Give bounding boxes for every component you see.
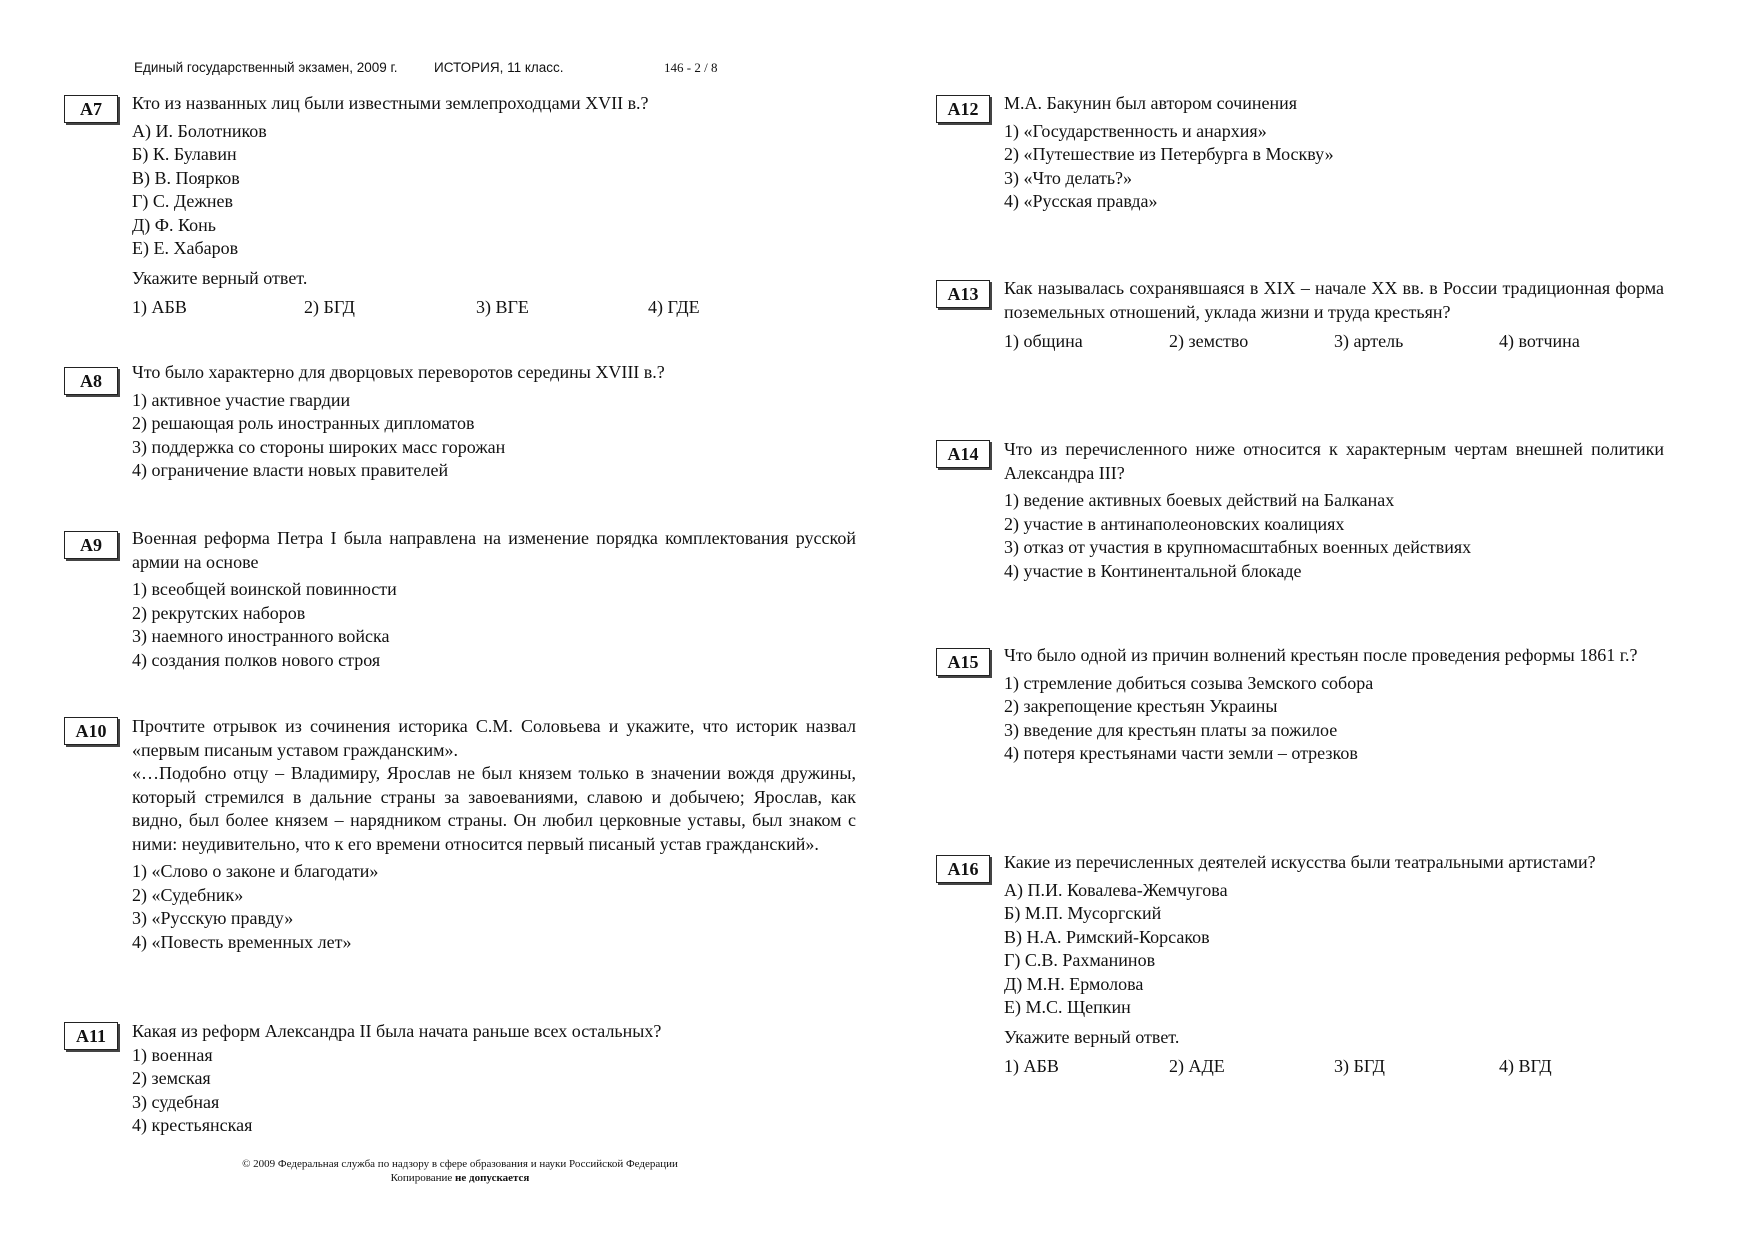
page-number: 146 - 2 / 8 xyxy=(664,60,718,75)
question-text: Что из перечисленного ниже относится к характерным чертам внешней политики Александра III? xyxy=(1004,439,1664,483)
question-text: Какая из реформ Александра II была начата раньше всех остальных? xyxy=(132,1021,662,1041)
question-text: М.А. Бакунин был автором сочинения xyxy=(1004,93,1298,113)
option: 1) военная xyxy=(132,1044,213,1065)
option: 2) закрепощение крестьян Украины xyxy=(1004,696,1278,716)
option: 3) отказ от участия в крупномасштабных военных действиях xyxy=(1004,537,1472,557)
subject-title: ИСТОРИЯ, 11 класс. xyxy=(434,60,564,75)
page-footer xyxy=(160,1157,760,1185)
option: 2) решающая роль иностранных дипломатов xyxy=(132,413,475,433)
answer-choice: 3) ВГЕ xyxy=(476,297,529,317)
option: 4) «Русская правда» xyxy=(1004,191,1158,211)
option: 4) «Повесть временных лет» xyxy=(132,931,352,952)
option: 2) участие в антинаполеоновских коалициях xyxy=(1004,513,1345,534)
option: Б) М.П. Мусоргский xyxy=(1004,903,1162,923)
answer-choice: 1) АБВ xyxy=(132,297,187,317)
answer-choice: 2) БГД xyxy=(304,297,355,317)
page-header xyxy=(134,60,717,76)
option: 3) «Русскую правду» xyxy=(132,908,294,928)
question-text: Какие из перечисленных деятелей искусства были театральными артистами? xyxy=(1004,852,1596,872)
question-text: Кто из названных лиц были известными землепроходцами XVII в.? xyxy=(132,93,649,113)
option-list xyxy=(132,860,856,954)
option: А) П.И. Ковалева-Жемчугова xyxy=(1004,879,1228,900)
option: 4) ограничение власти новых правителей xyxy=(132,460,449,480)
copy-notice xyxy=(160,1171,760,1185)
question-text: Что было одной из причин волнений крестьян после проведения реформы 1861 г.? xyxy=(1004,645,1638,665)
option: 2) земская xyxy=(132,1068,211,1088)
answer-choice: 2) АДЕ xyxy=(1169,1056,1225,1076)
exam-title: Единый государственный экзамен, 2009 г. xyxy=(134,60,398,75)
answer-choice: 3) БГД xyxy=(1334,1056,1385,1076)
option: 1) всеобщей воинской повинности xyxy=(132,579,397,599)
option-list xyxy=(1004,672,1664,766)
answer-choice: 4) ГДЕ xyxy=(648,297,700,317)
option-list xyxy=(132,578,856,672)
option: 4) потеря крестьянами части земли – отрезков xyxy=(1004,743,1358,763)
copy-notice-bold: не допускается xyxy=(455,1172,530,1184)
option: 1) ведение активных боевых действий на Балканах xyxy=(1004,490,1395,510)
instruction: Укажите верный ответ. xyxy=(1004,1026,1180,1047)
option: 1) активное участие гвардии xyxy=(132,389,351,410)
option: 3) «Что делать?» xyxy=(1004,167,1133,188)
question-number: A16 xyxy=(936,855,990,883)
option: 2) «Путешествие из Петербурга в Москву» xyxy=(1004,144,1334,164)
option: Д) Ф. Конь xyxy=(132,214,216,235)
answer-choice: 2) земство xyxy=(1169,331,1249,351)
question-number: A8 xyxy=(64,367,118,395)
option-list xyxy=(132,389,856,483)
copyright-line: © 2009 Федеральная служба по надзору в сфере образования и науки Российской Федерации xyxy=(242,1158,678,1170)
option: 1) «Слово о законе и благодати» xyxy=(132,861,379,881)
option: 3) введение для крестьян платы за пожилое xyxy=(1004,719,1338,740)
answer-choice: 1) община xyxy=(1004,331,1083,351)
option: Б) К. Булавин xyxy=(132,144,237,164)
question-text: Прочтите отрывок из сочинения историка С.М. Соловьева и укажите, что историк назвал «первым писаным уставом гражданским». xyxy=(132,716,856,760)
option: 2) «Судебник» xyxy=(132,884,244,905)
answer-choice: 4) вотчина xyxy=(1499,331,1580,351)
option: 3) судебная xyxy=(132,1091,220,1112)
option-list xyxy=(1004,879,1664,1020)
option: 4) участие в Континентальной блокаде xyxy=(1004,560,1302,581)
option-list xyxy=(1004,489,1664,583)
answer-choice: 3) артель xyxy=(1334,331,1404,351)
question-number: A12 xyxy=(936,95,990,123)
question-text: Военная реформа Петра I была направлена на изменение порядка комплектования русской армии на основе xyxy=(132,528,856,572)
option: 1) «Государственность и анархия» xyxy=(1004,120,1267,141)
option: Д) М.Н. Ермолова xyxy=(1004,973,1144,994)
option-list xyxy=(132,1044,856,1138)
option: Г) С. Дежнев xyxy=(132,191,233,211)
option: В) Н.А. Римский-Корсаков xyxy=(1004,926,1210,947)
answer-choices xyxy=(1004,330,1664,354)
question-number: A13 xyxy=(936,280,990,308)
instruction: Укажите верный ответ. xyxy=(132,267,308,288)
option: А) И. Болотников xyxy=(132,120,267,141)
option: Е) М.С. Щепкин xyxy=(1004,997,1131,1017)
question-text: Что было характерно для дворцовых переворотов середины XVIII в.? xyxy=(132,362,665,382)
option-list xyxy=(132,120,856,261)
option-list xyxy=(1004,120,1664,214)
option: 4) создания полков нового строя xyxy=(132,649,381,670)
answer-choices xyxy=(132,296,856,320)
option: 1) стремление добиться созыва Земского собора xyxy=(1004,672,1374,693)
question-number: A11 xyxy=(64,1022,118,1050)
question-number: A15 xyxy=(936,648,990,676)
answer-choices xyxy=(1004,1055,1664,1079)
option: 3) наемного иностранного войска xyxy=(132,626,390,646)
copy-notice-prefix: Копирование xyxy=(390,1172,456,1184)
question-number: A7 xyxy=(64,95,118,123)
option: 3) поддержка со стороны широких масс горожан xyxy=(132,436,506,457)
option: Г) С.В. Рахманинов xyxy=(1004,950,1156,970)
question-number: A14 xyxy=(936,440,990,468)
option: Е) Е. Хабаров xyxy=(132,238,239,258)
answer-choice: 1) АБВ xyxy=(1004,1056,1059,1076)
option: 4) крестьянская xyxy=(132,1115,253,1135)
question-number: A9 xyxy=(64,531,118,559)
answer-choice: 4) ВГД xyxy=(1499,1056,1552,1076)
option: В) В. Поярков xyxy=(132,167,240,188)
option: 2) рекрутских наборов xyxy=(132,602,306,623)
question-number: A10 xyxy=(64,717,118,745)
question-text: Как называлась сохранявшаяся в XIX – начале XX вв. в России традиционная форма поземельных отношений, уклада жизни и труда крестьян? xyxy=(1004,278,1664,322)
source-quote: «…Подобно отцу – Владимиру, Ярослав не был князем только в значении вождя дружины, который стремился в дальние страны за завоеваниями, славою и добычею; Ярослав, как видно, был более князем – нарядником страны. Он любил церковные уставы, был знаком с ними: неудивительно, что к его времени относится первый писаный устав гражданский». xyxy=(132,763,856,854)
